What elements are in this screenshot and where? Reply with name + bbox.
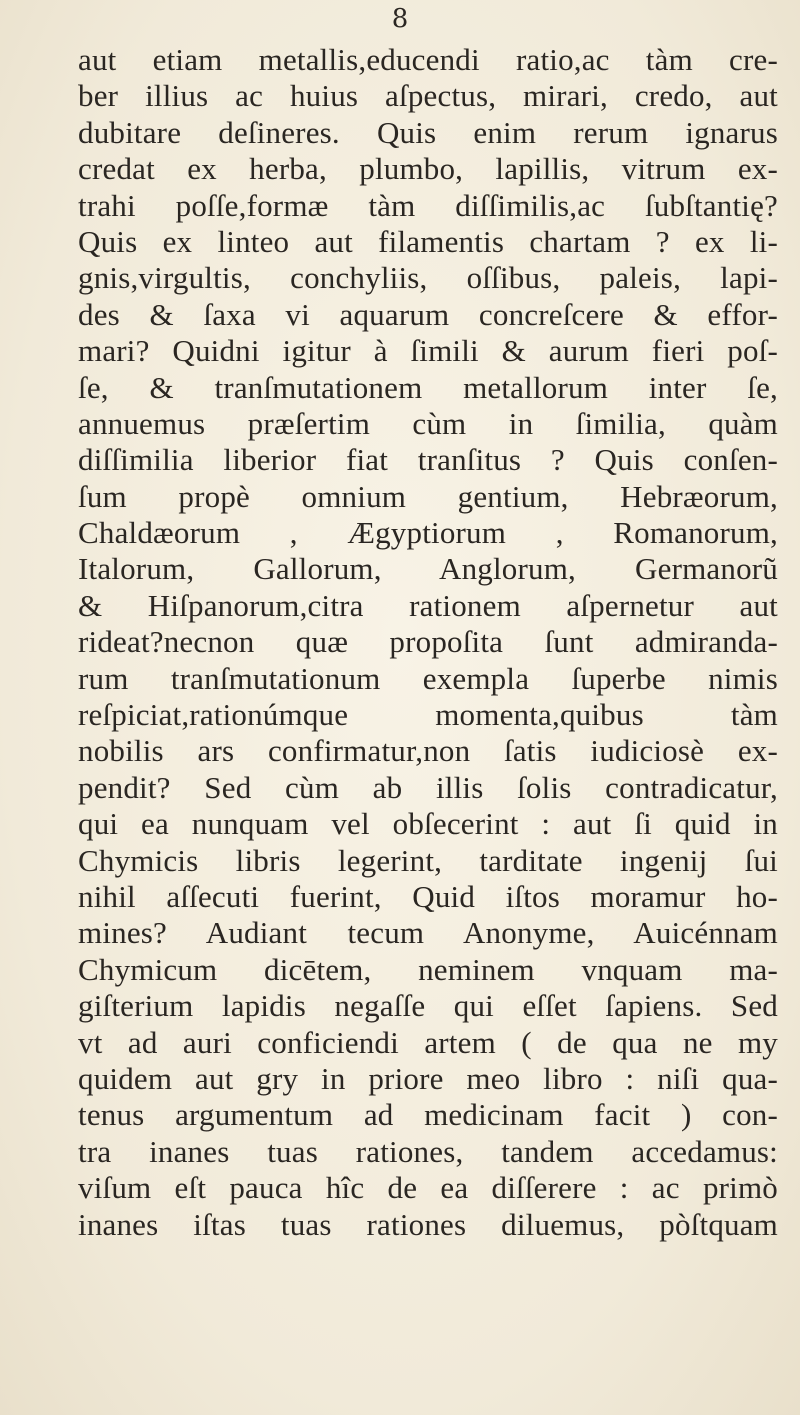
text-line: viſum eſt pauca hîc de ea diſſerere : ac primò <box>78 1170 778 1206</box>
text-line: tenus argumentum ad medicinam facit ) con- <box>78 1097 778 1133</box>
text-line: mines? Audiant tecum Anonyme, Auicénnam <box>78 915 778 951</box>
text-line: nihil aſſecuti fuerint, Quid iſtos moramur ho- <box>78 878 778 914</box>
text-line: vt ad auri conficiendi artem ( de qua ne my <box>78 1024 778 1060</box>
text-line: rideat?necnon quæ propoſita ſunt admiranda- <box>78 624 778 660</box>
text-line: rum tranſmutationum exempla ſuperbe nimis <box>78 660 778 696</box>
text-line: giſterium lapidis negaſſe qui eſſet ſapiens. Sed <box>78 988 778 1024</box>
text-line: tra inanes tuas rationes, tandem accedamus: <box>78 1133 778 1169</box>
text-line: Chaldæorum , Ægyptiorum , Romanorum, <box>78 515 778 551</box>
text-line: ſum propè omnium gentium, Hebræorum, <box>78 478 778 514</box>
text-line: & Hiſpanorum,citra rationem aſpernetur aut <box>78 587 778 623</box>
text-line: Chymicis libris legerint, tarditate ingenij ſui <box>78 842 778 878</box>
text-line: des & ſaxa vi aquarum concreſcere & effor- <box>78 296 778 332</box>
text-line: pendit? Sed cùm ab illis ſolis contradicatur, <box>78 769 778 805</box>
body-text <box>78 42 778 1243</box>
text-line: Quis ex linteo aut filamentis chartam ? ex li- <box>78 223 778 259</box>
text-line: ſe, & tranſmutationem metallorum inter ſe, <box>78 369 778 405</box>
text-line: aut etiam metallis,educendi ratio,ac tàm cre- <box>78 42 778 77</box>
text-line: Italorum, Gallorum, Anglorum, Germanorũ <box>78 551 778 587</box>
text-line: trahi poſſe,formæ tàm diſſimilis,ac ſubſtantię? <box>78 187 778 223</box>
text-line: gnis,virgultis, conchyliis, oſſibus, paleis, lapi- <box>78 260 778 296</box>
text-line: Chymicum dicētem, neminem vnquam ma- <box>78 951 778 987</box>
text-line: qui ea nunquam vel obſecerint : aut ſi quid in <box>78 806 778 842</box>
text-line: ber illius ac huius aſpectus, mirari, credo, aut <box>78 78 778 114</box>
text-line: reſpiciat,rationúmque momenta,quibus tàm <box>78 697 778 733</box>
text-line: mari? Quidni igitur à ſimili & aurum fieri poſ- <box>78 333 778 369</box>
text-line: dubitare deſineres. Quis enim rerum ignarus <box>78 114 778 150</box>
text-line: annuemus præſertim cùm in ſimilia, quàm <box>78 405 778 441</box>
text-line: quidem aut gry in priore meo libro : niſi qua- <box>78 1060 778 1096</box>
text-line: nobilis ars confirmatur,non ſatis iudiciosè ex- <box>78 733 778 769</box>
page-number: 8 <box>391 4 409 34</box>
text-line: credat ex herba, plumbo, lapillis, vitrum ex- <box>78 151 778 187</box>
text-line: inanes iſtas tuas rationes diluemus, pòſtquam <box>78 1206 778 1242</box>
text-line: diſſimilia liberior fiat tranſitus ? Quis conſen- <box>78 442 778 478</box>
